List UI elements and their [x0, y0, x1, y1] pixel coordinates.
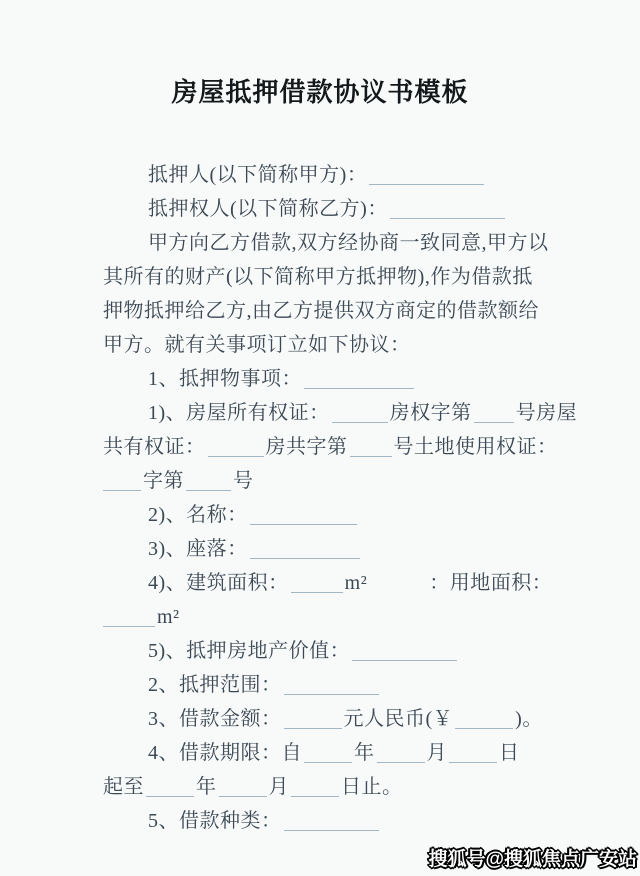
- doc-text: m²: [157, 606, 180, 628]
- doc-text: 押物抵押给乙方,由乙方提供双方商定的借款额给: [103, 300, 539, 322]
- doc-line-mortgagor: [103, 158, 595, 192]
- fill-in-blank: [449, 746, 497, 763]
- fill-in-blank: [390, 202, 505, 219]
- fill-in-blank: [284, 678, 379, 695]
- spacer: [367, 588, 429, 589]
- doc-text: 4、借款期限：自: [148, 742, 302, 764]
- doc-line-item-4b: [103, 770, 595, 804]
- fill-in-blank: [208, 440, 264, 457]
- doc-line-item-1-2: [103, 498, 595, 532]
- doc-text: 3、借款金额：: [148, 708, 282, 730]
- doc-text: 2、抵押范围：: [148, 674, 282, 696]
- document-body: [103, 158, 595, 838]
- doc-line-item-1-1b: [103, 430, 595, 464]
- fill-in-blank: [455, 712, 513, 729]
- doc-text: 日止。: [341, 776, 403, 798]
- doc-text: 1)、房屋所有权证：: [148, 402, 330, 424]
- fill-in-blank: [304, 746, 352, 763]
- fill-in-blank: [146, 780, 194, 797]
- doc-line-item-3: [103, 702, 595, 736]
- doc-text: m²: [344, 572, 368, 594]
- doc-text: 抵押权人(以下简称乙方)：: [148, 198, 388, 220]
- doc-text: 房共字第: [265, 436, 348, 458]
- doc-line-item-1: [103, 362, 595, 396]
- fill-in-blank: [332, 406, 388, 423]
- doc-text: 抵押人(以下简称甲方)：: [148, 164, 368, 186]
- doc-text: 5)、抵押房地产价值：: [148, 640, 351, 662]
- doc-line-item-1-5: [103, 634, 595, 668]
- doc-text: 年: [196, 776, 217, 798]
- doc-line-item-4a: [103, 736, 595, 770]
- sohu-watermark: 搜狐号@搜狐焦点广安站: [428, 849, 637, 870]
- fill-in-blank: [103, 610, 155, 627]
- doc-text: 1、抵押物事项：: [148, 368, 302, 390]
- doc-line-item-1-1a: [103, 396, 595, 430]
- doc-text: 号: [233, 470, 254, 492]
- doc-text: 月: [426, 742, 447, 764]
- doc-line-intro-4: [103, 328, 595, 362]
- doc-line-item-2: [103, 668, 595, 702]
- fill-in-blank: [291, 576, 343, 593]
- doc-text: 2)、名称：: [148, 504, 248, 526]
- fill-in-blank: [369, 168, 484, 185]
- doc-text: 甲方。就有关事项订立如下协议：: [103, 334, 411, 356]
- doc-text: ：用地面积：: [429, 572, 553, 594]
- doc-line-item-1-4b: [103, 600, 595, 634]
- doc-line-intro-1: [103, 226, 595, 260]
- doc-line-mortgagee: [103, 192, 595, 226]
- fill-in-blank: [284, 712, 342, 729]
- fill-in-blank: [103, 474, 141, 491]
- doc-text: 甲方向乙方借款,双方经协商一致同意,甲方以: [148, 232, 549, 254]
- doc-line-item-1-1c: [103, 464, 595, 498]
- doc-text: 其所有的财产(以下简称甲方抵押物),作为借款抵: [103, 266, 533, 288]
- fill-in-blank: [250, 508, 357, 525]
- doc-line-item-1-3: [103, 532, 595, 566]
- doc-line-intro-2: [103, 260, 595, 294]
- fill-in-blank: [352, 644, 457, 661]
- doc-text: )。: [515, 708, 543, 730]
- doc-line-intro-3: [103, 294, 595, 328]
- doc-text: 月: [268, 776, 289, 798]
- doc-text: 日: [499, 742, 520, 764]
- fill-in-blank: [186, 474, 231, 491]
- document-title: 房屋抵押借款协议书模板: [171, 77, 469, 107]
- fill-in-blank: [474, 406, 514, 423]
- doc-text: 元人民币(￥: [343, 708, 454, 730]
- doc-text: 号房屋: [515, 402, 578, 424]
- doc-text: 号土地使用权证：: [393, 436, 558, 458]
- doc-text: 起至: [103, 776, 144, 798]
- fill-in-blank: [284, 814, 379, 831]
- doc-text: 年: [354, 742, 375, 764]
- doc-text: 3)、座落：: [148, 538, 248, 560]
- doc-text: 4)、建筑面积：: [148, 572, 289, 594]
- fill-in-blank: [377, 746, 425, 763]
- fill-in-blank: [250, 542, 360, 559]
- doc-line-item-1-4a: [103, 566, 595, 600]
- doc-text: 房权字第: [389, 402, 472, 424]
- doc-line-item-5: [103, 804, 595, 838]
- doc-text: 字第: [143, 470, 184, 492]
- fill-in-blank: [219, 780, 267, 797]
- doc-text: 共有权证：: [103, 436, 206, 458]
- fill-in-blank: [350, 440, 392, 457]
- fill-in-blank: [291, 780, 339, 797]
- fill-in-blank: [304, 372, 414, 389]
- doc-text: 5、借款种类：: [148, 810, 282, 832]
